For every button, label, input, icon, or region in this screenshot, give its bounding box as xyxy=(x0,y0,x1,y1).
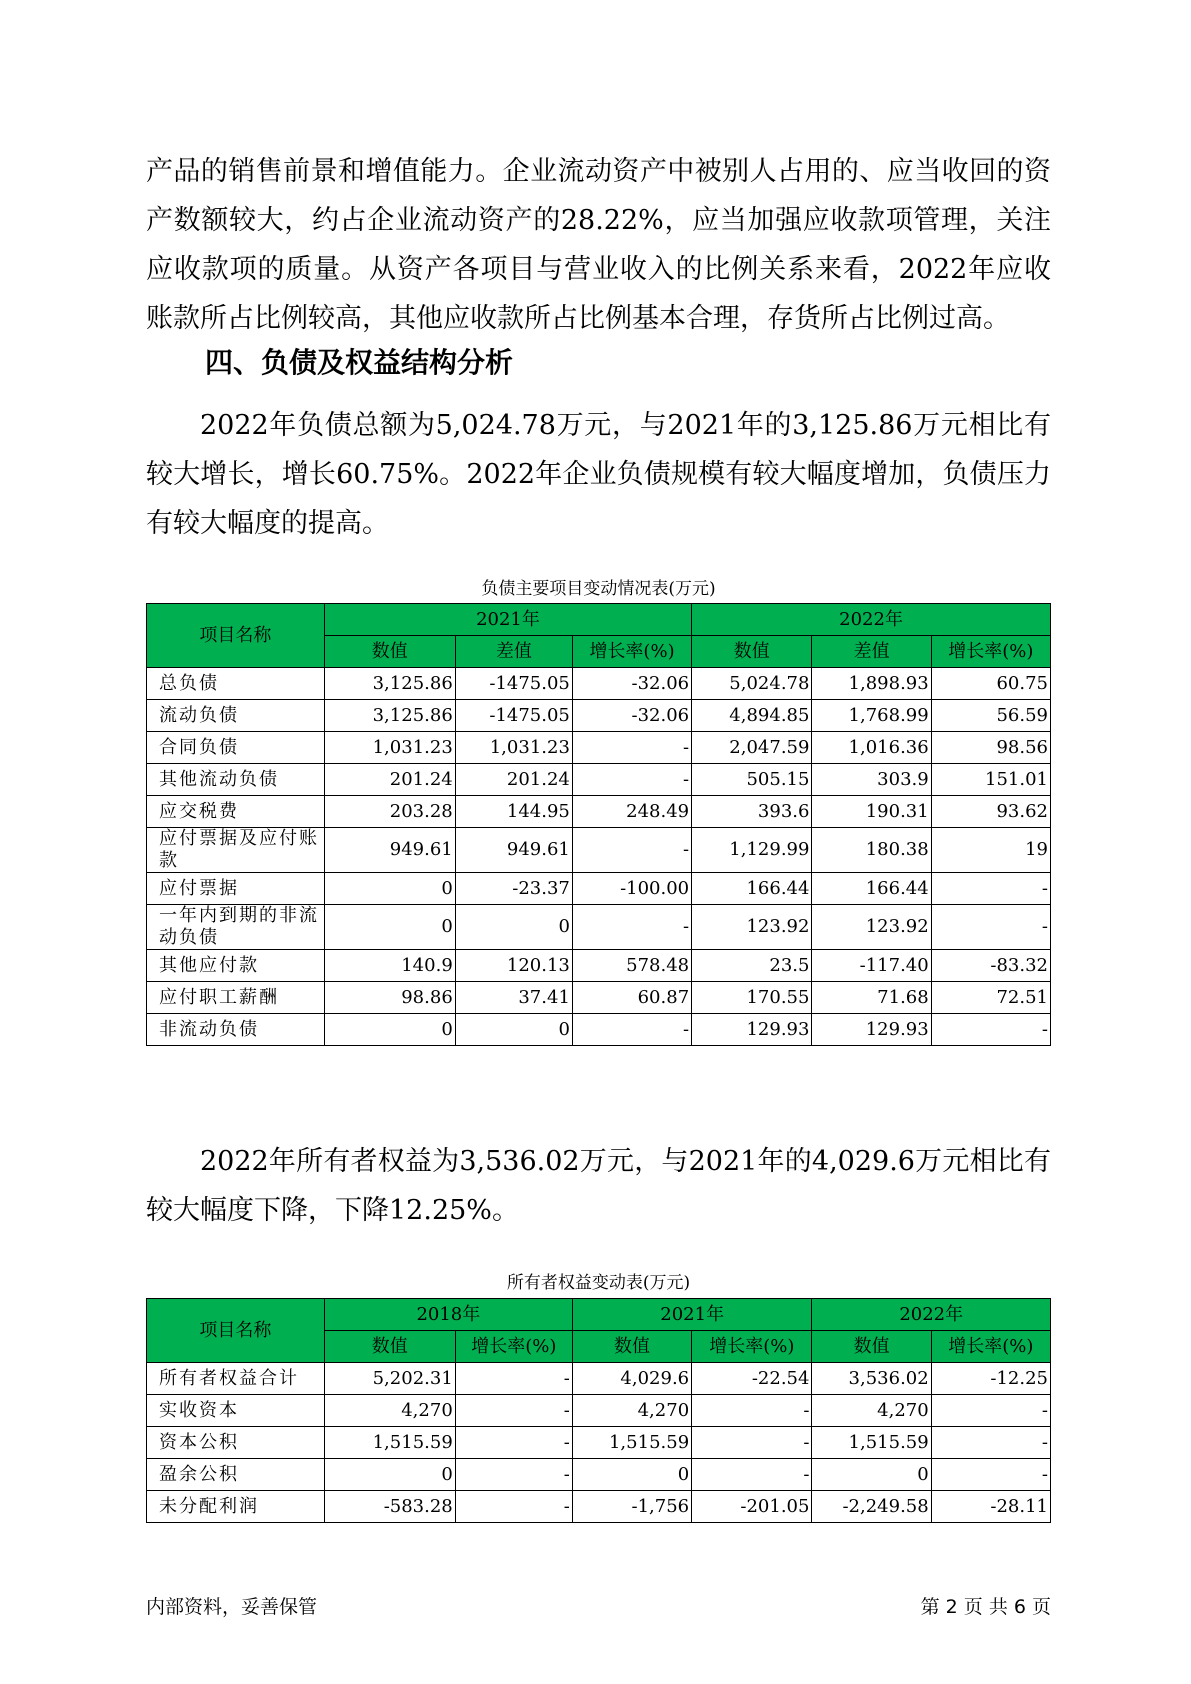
table-cell: - xyxy=(931,1459,1050,1491)
table-cell: 166.44 xyxy=(692,873,812,905)
table-cell: 151.01 xyxy=(931,764,1050,796)
table-cell: 0 xyxy=(324,873,455,905)
table-cell: -28.11 xyxy=(931,1491,1050,1523)
table-cell: 1,768.99 xyxy=(812,700,931,732)
table-cell: 190.31 xyxy=(812,796,931,828)
table-cell: 72.51 xyxy=(931,982,1050,1014)
table-cell: 5,024.78 xyxy=(692,668,812,700)
table-cell: - xyxy=(455,1427,572,1459)
table-row xyxy=(147,1459,1051,1491)
table-cell: 0 xyxy=(324,905,455,950)
body-paragraph-2: 2022年负债总额为5,024.78万元，与2021年的3,125.86万元相比有较大增长，增长60.75%。2022年企业负债规模有较大幅度增加，负债压力有较大幅度的提高。 xyxy=(146,410,1051,539)
table-cell: 201.24 xyxy=(324,764,455,796)
row-label: 资本公积 xyxy=(147,1427,325,1459)
table-cell: 19 xyxy=(931,828,1050,873)
table-cell: 203.28 xyxy=(324,796,455,828)
row-label: 未分配利润 xyxy=(147,1491,325,1523)
table-row xyxy=(147,905,1051,950)
table-cell: -2,249.58 xyxy=(812,1491,931,1523)
table-cell: 3,125.86 xyxy=(324,700,455,732)
body-paragraph-1: 产品的销售前景和增值能力。企业流动资产中被别人占用的、应当收回的资产数额较大，约占企业流动资产的28.22%，应当加强应收款项管理，关注应收款项的质量。从资产各项目与营业收入的比例关系来看，2022年应收账款所占比例较高，其他应收款所占比例基本合理，存货所占比例过高。 xyxy=(146,156,1051,334)
table-row xyxy=(147,873,1051,905)
table-cell: 1,031.23 xyxy=(455,732,572,764)
table-cell: 0 xyxy=(812,1459,931,1491)
table-cell: 0 xyxy=(455,1014,572,1046)
table-cell: 393.6 xyxy=(692,796,812,828)
table-cell: 5,202.31 xyxy=(324,1363,455,1395)
table-row xyxy=(147,1363,1051,1395)
table-cell: - xyxy=(455,1491,572,1523)
table1-sub-header: 数值 xyxy=(692,636,812,668)
row-label: 一年内到期的非流动负债 xyxy=(147,905,325,950)
table-cell: -1475.05 xyxy=(455,700,572,732)
table-row xyxy=(147,700,1051,732)
row-label: 合同负债 xyxy=(147,732,325,764)
table1-year-header: 2022年 xyxy=(692,604,1051,636)
table-row xyxy=(147,732,1051,764)
table-cell: 56.59 xyxy=(931,700,1050,732)
row-label: 所有者权益合计 xyxy=(147,1363,325,1395)
table2-sub-header: 数值 xyxy=(572,1331,691,1363)
table2-sub-header: 增长率(%) xyxy=(931,1331,1050,1363)
table-cell: 1,515.59 xyxy=(812,1427,931,1459)
table-row xyxy=(147,1427,1051,1459)
table-cell: -583.28 xyxy=(324,1491,455,1523)
table-cell: 98.86 xyxy=(324,982,455,1014)
row-label: 其他应付款 xyxy=(147,950,325,982)
table1-sub-header: 差值 xyxy=(455,636,572,668)
table-cell: 129.93 xyxy=(692,1014,812,1046)
table2-sub-header: 增长率(%) xyxy=(692,1331,812,1363)
table-cell: - xyxy=(572,828,691,873)
table-cell: 120.13 xyxy=(455,950,572,982)
table-cell: -201.05 xyxy=(692,1491,812,1523)
section-heading: 四、负债及权益结构分析 xyxy=(205,346,514,379)
row-label: 流动负债 xyxy=(147,700,325,732)
table-cell: 166.44 xyxy=(812,873,931,905)
table2-name-header: 项目名称 xyxy=(147,1299,325,1363)
row-label: 盈余公积 xyxy=(147,1459,325,1491)
table-cell: - xyxy=(455,1395,572,1427)
table-cell: 123.92 xyxy=(692,905,812,950)
table-row xyxy=(147,950,1051,982)
table-cell: 505.15 xyxy=(692,764,812,796)
table-cell: 4,029.6 xyxy=(572,1363,691,1395)
table-cell: - xyxy=(931,1427,1050,1459)
row-label: 应付职工薪酬 xyxy=(147,982,325,1014)
table-cell: 4,270 xyxy=(812,1395,931,1427)
table-cell: - xyxy=(692,1427,812,1459)
table-cell: -1475.05 xyxy=(455,668,572,700)
table-cell: -117.40 xyxy=(812,950,931,982)
table-cell: 144.95 xyxy=(455,796,572,828)
table-cell: -100.00 xyxy=(572,873,691,905)
table1-sub-header: 增长率(%) xyxy=(572,636,691,668)
row-label: 应付票据 xyxy=(147,873,325,905)
table1-sub-header: 差值 xyxy=(812,636,931,668)
table2-sub-header: 数值 xyxy=(324,1331,455,1363)
footer-confidential-note: 内部资料，妥善保管 xyxy=(146,1596,318,1618)
table-cell: 4,270 xyxy=(324,1395,455,1427)
table-cell: -23.37 xyxy=(455,873,572,905)
table-cell: 2,047.59 xyxy=(692,732,812,764)
table-cell: -32.06 xyxy=(572,668,691,700)
table-cell: - xyxy=(455,1459,572,1491)
table-cell: - xyxy=(931,1014,1050,1046)
table-row xyxy=(147,1395,1051,1427)
table-row xyxy=(147,764,1051,796)
table2-body xyxy=(147,1363,1051,1523)
table1-sub-header: 增长率(%) xyxy=(931,636,1050,668)
table2-year-header: 2021年 xyxy=(572,1299,812,1331)
table-cell: - xyxy=(692,1395,812,1427)
table-cell: - xyxy=(572,905,691,950)
table-row xyxy=(147,982,1051,1014)
table-cell: 1,016.36 xyxy=(812,732,931,764)
table2-year-header: 2022年 xyxy=(812,1299,1051,1331)
table-cell: -83.32 xyxy=(931,950,1050,982)
table-row xyxy=(147,796,1051,828)
table-cell: - xyxy=(572,732,691,764)
table-cell: - xyxy=(455,1363,572,1395)
table-cell: 0 xyxy=(324,1459,455,1491)
table-cell: 3,125.86 xyxy=(324,668,455,700)
table-cell: 93.62 xyxy=(931,796,1050,828)
table-cell: 248.49 xyxy=(572,796,691,828)
table-cell: 4,894.85 xyxy=(692,700,812,732)
table-cell: 201.24 xyxy=(455,764,572,796)
table1-caption: 负债主要项目变动情况表(万元) xyxy=(481,579,716,599)
table2-caption: 所有者权益变动表(万元) xyxy=(506,1273,691,1293)
table-row xyxy=(147,828,1051,873)
row-label: 应付票据及应付账款 xyxy=(147,828,325,873)
row-label: 其他流动负债 xyxy=(147,764,325,796)
table-cell: - xyxy=(572,1014,691,1046)
table2-sub-header: 数值 xyxy=(812,1331,931,1363)
table1-year-header: 2021年 xyxy=(324,604,691,636)
table-cell: -22.54 xyxy=(692,1363,812,1395)
table-cell: 71.68 xyxy=(812,982,931,1014)
table-cell: 1,515.59 xyxy=(572,1427,691,1459)
table-cell: 1,515.59 xyxy=(324,1427,455,1459)
row-label: 非流动负债 xyxy=(147,1014,325,1046)
table-cell: 949.61 xyxy=(324,828,455,873)
table-cell: 1,898.93 xyxy=(812,668,931,700)
body-paragraph-3: 2022年所有者权益为3,536.02万元，与2021年的4,029.6万元相比有较大幅度下降，下降12.25%。 xyxy=(146,1146,1051,1226)
row-label: 实收资本 xyxy=(147,1395,325,1427)
table-row xyxy=(147,668,1051,700)
table-cell: 949.61 xyxy=(455,828,572,873)
table-cell: -32.06 xyxy=(572,700,691,732)
table1-body xyxy=(147,668,1051,1046)
table-cell: -12.25 xyxy=(931,1363,1050,1395)
table-cell: 303.9 xyxy=(812,764,931,796)
table-cell: 0 xyxy=(455,905,572,950)
table-row xyxy=(147,1491,1051,1523)
table-cell: 60.75 xyxy=(931,668,1050,700)
table-cell: 123.92 xyxy=(812,905,931,950)
table-cell: 129.93 xyxy=(812,1014,931,1046)
table-cell: - xyxy=(931,873,1050,905)
table-cell: - xyxy=(931,905,1050,950)
table2-year-header: 2018年 xyxy=(324,1299,572,1331)
table1-name-header: 项目名称 xyxy=(147,604,325,668)
table-row xyxy=(147,1014,1051,1046)
table-cell: - xyxy=(931,1395,1050,1427)
footer-page-number: 第 2 页 共 6 页 xyxy=(920,1596,1051,1618)
row-label: 总负债 xyxy=(147,668,325,700)
table-cell: 1,031.23 xyxy=(324,732,455,764)
table-cell: - xyxy=(692,1459,812,1491)
table-cell: 1,129.99 xyxy=(692,828,812,873)
table2-sub-header: 增长率(%) xyxy=(455,1331,572,1363)
table1-sub-header: 数值 xyxy=(324,636,455,668)
table-cell: - xyxy=(572,764,691,796)
table-cell: 37.41 xyxy=(455,982,572,1014)
table-cell: 60.87 xyxy=(572,982,691,1014)
table-cell: -1,756 xyxy=(572,1491,691,1523)
table-cell: 170.55 xyxy=(692,982,812,1014)
table-cell: 578.48 xyxy=(572,950,691,982)
table-cell: 4,270 xyxy=(572,1395,691,1427)
table-cell: 140.9 xyxy=(324,950,455,982)
table-cell: 3,536.02 xyxy=(812,1363,931,1395)
table-cell: 0 xyxy=(572,1459,691,1491)
table-cell: 98.56 xyxy=(931,732,1050,764)
row-label: 应交税费 xyxy=(147,796,325,828)
table-cell: 180.38 xyxy=(812,828,931,873)
equity-table xyxy=(146,1298,1051,1523)
liabilities-table xyxy=(146,603,1051,1046)
table-cell: 0 xyxy=(324,1014,455,1046)
table-cell: 23.5 xyxy=(692,950,812,982)
